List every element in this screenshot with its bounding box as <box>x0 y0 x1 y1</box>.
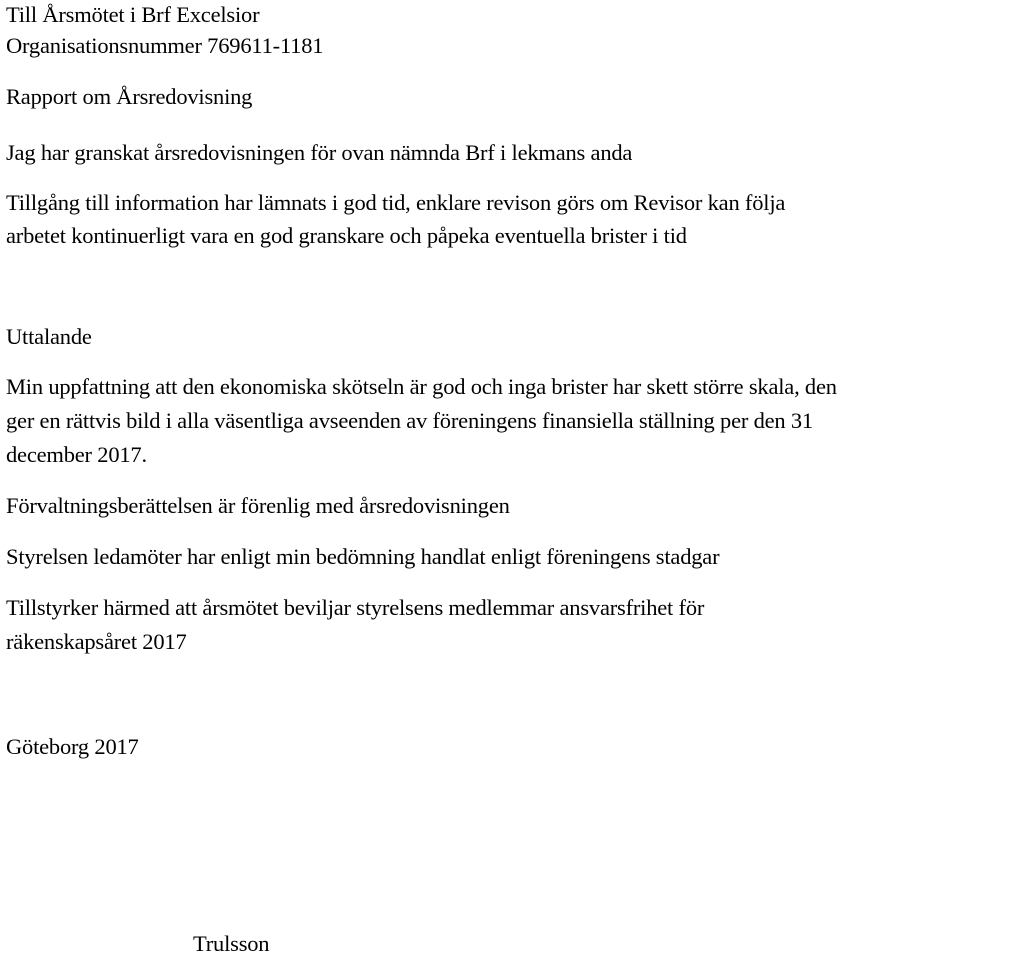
statement-line-3: december 2017. <box>6 442 147 467</box>
organisation-number: Organisationsnummer 769611-1181 <box>6 33 324 58</box>
statement-line-6: Tillstyrker härmed att årsmötet beviljar styrelsens medlemmar ansvarsfrihet för <box>6 595 705 620</box>
report-paragraph-2-line-1: Tillgång till information har lämnats i god tid, enklare revison görs om Revisor kan följa <box>6 190 786 215</box>
place-and-date: Göteborg 2017 <box>6 734 139 759</box>
statement-line-2: ger en rättvis bild i alla väsentliga avseenden av föreningens finansiella ställning per den 31 <box>6 408 813 433</box>
report-title: Rapport om Årsredovisning <box>6 84 253 109</box>
addressee-line: Till Årsmötet i Brf Excelsior <box>6 2 260 27</box>
statement-line-4: Förvaltningsberättelsen är förenlig med årsredovisningen <box>6 493 510 518</box>
report-paragraph-2-line-2: arbetet kontinuerligt vara en god granskare och påpeka eventuella brister i tid <box>6 223 687 248</box>
statement-line-5: Styrelsen ledamöter har enligt min bedömning handlat enligt föreningens stadgar <box>6 544 720 569</box>
statement-line-1: Min uppfattning att den ekonomiska skötseln är god och inga brister har skett större skala, den <box>6 374 837 399</box>
report-paragraph-1: Jag har granskat årsredovisningen för ovan nämnda Brf i lekmans anda <box>6 140 633 165</box>
signatory-name: Trulsson <box>193 931 270 956</box>
statement-line-7: räkenskapsåret 2017 <box>6 629 187 654</box>
statement-title: Uttalande <box>6 324 92 349</box>
